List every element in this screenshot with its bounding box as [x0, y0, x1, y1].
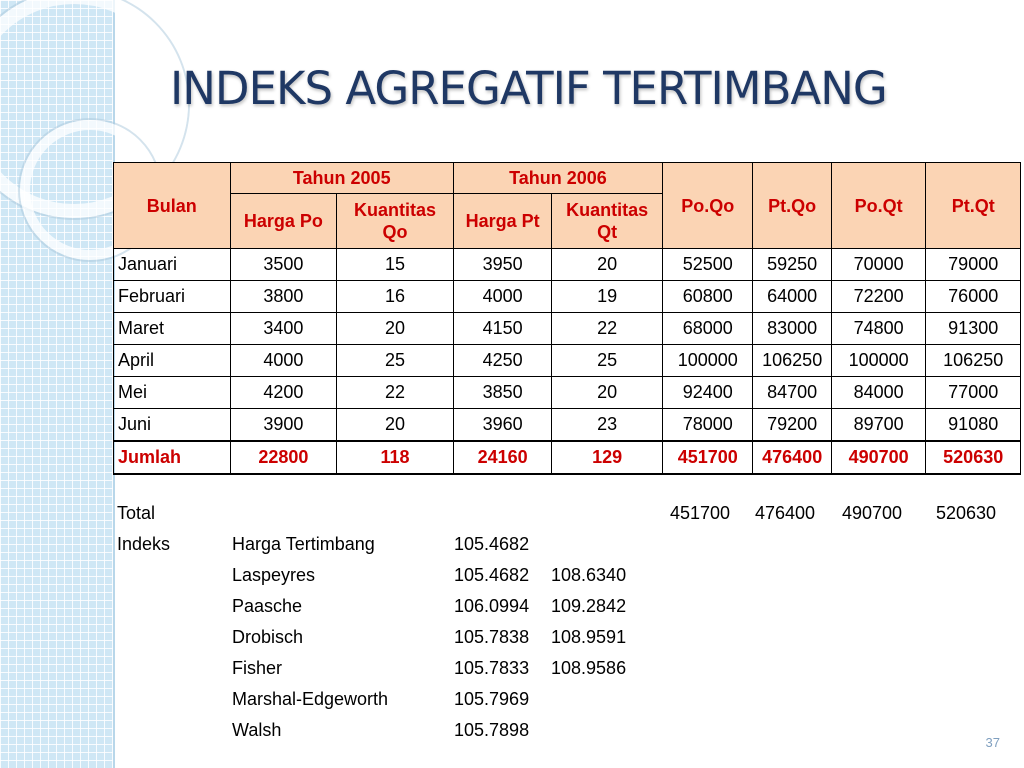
value-cell: 25	[552, 345, 663, 377]
value-cell: 22	[337, 377, 454, 409]
value-cell: 106250	[926, 345, 1021, 377]
index-name: Paasche	[232, 596, 303, 616]
table-row	[114, 281, 1021, 313]
header-bulan: Bulan	[114, 163, 231, 249]
sum-row	[114, 441, 1021, 474]
value-cell: 91080	[926, 409, 1021, 442]
index-row	[113, 717, 1021, 748]
total-value: 451700	[670, 503, 731, 523]
index-row	[113, 562, 1021, 593]
value-cell: 20	[552, 377, 663, 409]
index-row	[113, 686, 1021, 717]
value-cell: 100000	[831, 345, 926, 377]
value-cell: 15	[337, 249, 454, 281]
index-row	[113, 624, 1021, 655]
index-value-2: 108.6340	[551, 565, 627, 585]
value-cell: 4000	[230, 345, 337, 377]
page-number: 37	[985, 735, 1000, 750]
index-value-2: 108.9591	[551, 627, 627, 647]
value-cell: 84000	[831, 377, 926, 409]
value-cell: 476400	[753, 441, 831, 474]
index-name: Fisher	[232, 658, 283, 678]
value-cell: 76000	[926, 281, 1021, 313]
table-row	[114, 345, 1021, 377]
value-cell: 20	[337, 409, 454, 442]
value-cell: 520630	[926, 441, 1021, 474]
value-cell: 4200	[230, 377, 337, 409]
month-cell: Maret	[114, 313, 231, 345]
month-cell: Mei	[114, 377, 231, 409]
total-row	[113, 500, 1021, 531]
header-kuantitas-qo: Kuantitas Qo	[337, 194, 454, 249]
value-cell: 118	[337, 441, 454, 474]
value-cell: 70000	[831, 249, 926, 281]
table-row	[114, 249, 1021, 281]
value-cell: 60800	[662, 281, 752, 313]
slide-title: INDEKS AGREGATIF TERTIMBANG	[170, 62, 887, 115]
indeks-label: Indeks	[117, 534, 171, 554]
value-cell: 19	[552, 281, 663, 313]
value-cell: 84700	[753, 377, 831, 409]
index-value-1: 105.4682	[454, 565, 530, 585]
value-cell: 89700	[831, 409, 926, 442]
value-cell: 129	[552, 441, 663, 474]
index-row	[113, 593, 1021, 624]
value-cell: 3950	[453, 249, 552, 281]
index-name: Drobisch	[232, 627, 304, 647]
value-cell: 20	[337, 313, 454, 345]
value-cell: 79200	[753, 409, 831, 442]
index-value-1: 105.7838	[454, 627, 530, 647]
value-cell: 20	[552, 249, 663, 281]
value-cell: 64000	[753, 281, 831, 313]
value-cell: 78000	[662, 409, 752, 442]
total-label: Total	[117, 503, 156, 523]
index-row	[113, 655, 1021, 686]
month-cell: Juni	[114, 409, 231, 442]
value-cell: 3900	[230, 409, 337, 442]
value-cell: 3400	[230, 313, 337, 345]
month-cell: Januari	[114, 249, 231, 281]
month-cell: April	[114, 345, 231, 377]
value-cell: 72200	[831, 281, 926, 313]
value-cell: 22800	[230, 441, 337, 474]
index-name: Laspeyres	[232, 565, 316, 585]
decorative-side-band	[0, 0, 115, 768]
month-cell: Februari	[114, 281, 231, 313]
index-value-1: 105.7833	[454, 658, 530, 678]
value-cell: 92400	[662, 377, 752, 409]
value-cell: 4150	[453, 313, 552, 345]
value-cell: 3800	[230, 281, 337, 313]
index-value-1: 105.7898	[454, 720, 530, 740]
value-cell: 100000	[662, 345, 752, 377]
value-cell: 52500	[662, 249, 752, 281]
index-value-2: 109.2842	[551, 596, 627, 616]
value-cell: 83000	[753, 313, 831, 345]
value-cell: 68000	[662, 313, 752, 345]
value-cell: 451700	[662, 441, 752, 474]
value-cell: 59250	[753, 249, 831, 281]
index-row	[113, 531, 1021, 562]
value-cell: 3500	[230, 249, 337, 281]
table-row	[114, 313, 1021, 345]
total-value: 476400	[755, 503, 816, 523]
value-cell: 3960	[453, 409, 552, 442]
index-value-1: 105.7969	[454, 689, 530, 709]
data-table	[113, 162, 1021, 475]
header-harga-pt: Harga Pt	[453, 194, 552, 249]
header-ptqt: Pt.Qt	[926, 163, 1021, 249]
value-cell: 79000	[926, 249, 1021, 281]
total-value: 520630	[936, 503, 997, 523]
value-cell: 74800	[831, 313, 926, 345]
value-cell: 3850	[453, 377, 552, 409]
value-cell: 77000	[926, 377, 1021, 409]
index-name: Harga Tertimbang	[232, 534, 375, 554]
header-kuantitas-qt: Kuantitas Qt	[552, 194, 663, 249]
header-poqt: Po.Qt	[831, 163, 926, 249]
header-harga-po: Harga Po	[230, 194, 337, 249]
index-value-2: 108.9586	[551, 658, 627, 678]
value-cell: 24160	[453, 441, 552, 474]
header-tahun-2006: Tahun 2006	[453, 163, 662, 194]
header-ptqo: Pt.Qo	[753, 163, 831, 249]
value-cell: 23	[552, 409, 663, 442]
value-cell: 4000	[453, 281, 552, 313]
value-cell: 25	[337, 345, 454, 377]
value-cell: 4250	[453, 345, 552, 377]
value-cell: 91300	[926, 313, 1021, 345]
table-row	[114, 409, 1021, 442]
value-cell: 106250	[753, 345, 831, 377]
month-cell: Jumlah	[114, 441, 231, 474]
index-name: Marshal-Edgeworth	[232, 689, 389, 709]
value-cell: 22	[552, 313, 663, 345]
header-tahun-2005: Tahun 2005	[230, 163, 453, 194]
index-value-1: 106.0994	[454, 596, 530, 616]
total-value: 490700	[842, 503, 903, 523]
value-cell: 16	[337, 281, 454, 313]
value-cell: 490700	[831, 441, 926, 474]
header-poqo: Po.Qo	[662, 163, 752, 249]
table-row	[114, 377, 1021, 409]
index-name: Walsh	[232, 720, 282, 740]
index-value-1: 105.4682	[454, 534, 530, 554]
